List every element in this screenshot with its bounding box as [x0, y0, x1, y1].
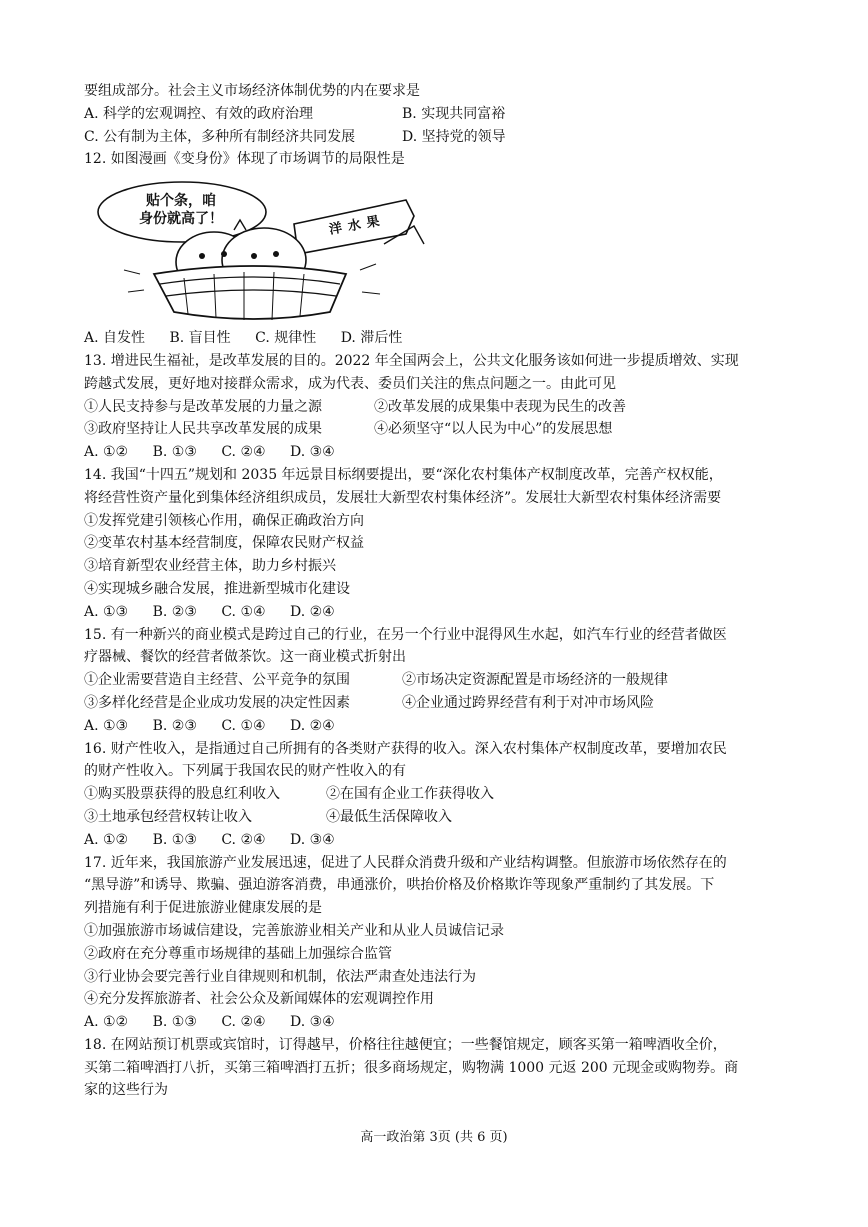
- q13-stem-1: 13. 增进民生福祉，是改革发展的目的。2022 年全国两会上，公共文化服务该如何进一步提质增效、实现: [84, 352, 739, 369]
- q16-statement-1: ①购买股票获得的股息红利收入: [84, 786, 280, 803]
- q13-option-b: B. ①③: [152, 444, 197, 461]
- q14-option-d: D. ②④: [290, 603, 335, 620]
- q14-option-b: B. ②③: [152, 603, 197, 620]
- q17-statement-4: ④充分发挥旅游者、社会公众及新闻媒体的宏观调控作用: [84, 991, 434, 1008]
- q11-options-row1: [84, 103, 804, 126]
- q15-option-a: A. ①③: [84, 717, 129, 734]
- speech-text: [106, 192, 256, 228]
- q13-statement-4: ④必须坚守“以人民为中心”的发展思想: [374, 421, 613, 438]
- q12-option-d: D. 滞后性: [340, 330, 403, 347]
- q13-statements-row2: [84, 418, 804, 441]
- q16-statements-row2: [84, 806, 804, 829]
- q15-stem-2: 疗器械、餐饮的经营者做茶饮。这一商业模式折射出: [84, 649, 406, 666]
- q14-statement-1: ①发挥党建引领核心作用，确保正确政治方向: [84, 512, 364, 529]
- speech-line-2: 身份就高了！: [139, 211, 223, 228]
- q12-options: [84, 327, 804, 350]
- q15-statement-3: ③多样化经营是企业成功发展的决定性因素: [84, 694, 350, 711]
- q17-option-b: B. ①③: [152, 1014, 197, 1031]
- q18-stem-3: 家的这些行为: [84, 1082, 168, 1099]
- q16-statement-2: ②在国有企业工作获得收入: [326, 786, 494, 803]
- q15-stem-1: 15. 有一种新兴的商业模式是跨过自己的行业，在另一个行业中混得风生水起，如汽车行业的经营者做医: [84, 626, 727, 643]
- q13-stem-2: 跨越式发展，更好地对接群众需求，成为代表、委员们关注的焦点问题之一。由此可见: [84, 375, 616, 392]
- basket: [154, 266, 346, 319]
- q13-options: [84, 441, 804, 464]
- q15-option-d: D. ②④: [290, 717, 335, 734]
- q13-statement-1: ①人民支持参与是改革发展的力量之源: [84, 398, 322, 415]
- q13-option-a: A. ①②: [84, 444, 129, 461]
- q16-options: [84, 829, 804, 852]
- q11-option-b: B. 实现共同富裕: [402, 105, 506, 122]
- q15-statements-row1: [84, 669, 804, 692]
- q17-stem-1: 17. 近年来，我国旅游产业发展迅速，促进了人民群众消费升级和产业结构调整。但旅游市场依然存在的: [84, 854, 727, 871]
- q13-option-d: D. ③④: [290, 444, 335, 461]
- q16-stem-2: 的财产性收入。下列属于我国农民的财产性收入的有: [84, 763, 406, 780]
- q17-statement-1: ①加强旅游市场诚信建设，完善旅游业相关产业和从业人员诚信记录: [84, 922, 504, 939]
- q14-stem-2: 将经营性资产量化到集体经济组织成员，发展壮大新型农村集体经济”。发展壮大新型农村集体经济需要: [84, 489, 722, 506]
- q12-option-b: B. 盲目性: [169, 330, 231, 347]
- q13-statements-row1: [84, 396, 804, 419]
- q15-statement-4: ④企业通过跨界经营有利于对冲市场风险: [402, 694, 654, 711]
- q17-statement-3: ③行业协会要完善行业自律规则和机制，依法严肃查处违法行为: [84, 968, 476, 985]
- q11-option-d: D. 坚持党的领导: [402, 128, 506, 145]
- q16-statement-3: ③土地承包经营权转让收入: [84, 808, 252, 825]
- banner-text: 洋水果: [327, 213, 387, 238]
- q12-option-c: C. 规律性: [255, 330, 317, 347]
- question-column: [84, 80, 804, 1102]
- q11-option-c: C. 公有制为主体，多种所有制经济共同发展: [84, 128, 356, 145]
- q16-option-b: B. ①③: [152, 831, 197, 848]
- q15-statement-2: ②市场决定资源配置是市场经济的一般规律: [402, 672, 668, 689]
- q17-option-d: D. ③④: [290, 1014, 335, 1031]
- q13-statement-2: ②改革发展的成果集中表现为民生的改善: [374, 398, 626, 415]
- q14-statement-4: ④实现城乡融合发展，推进新型城市化建设: [84, 580, 350, 597]
- q18-stem-1: 18. 在网站预订机票或宾馆时，订得越早，价格往往越便宜；一些餐馆规定，顾客买第一箱啤酒收全价，: [84, 1036, 727, 1053]
- q13-option-c: C. ②④: [221, 444, 266, 461]
- q15-statement-1: ①企业需要营造自主经营、公平竞争的氛围: [84, 672, 350, 689]
- q16-option-a: A. ①②: [84, 831, 129, 848]
- q12-cartoon: [84, 174, 444, 324]
- q16-option-c: C. ②④: [221, 831, 266, 848]
- q18-stem-2: 买第二箱啤酒打八折，买第三箱啤酒打五折；很多商场规定，购物满 1000 元返 200 元现金或购物券。商: [84, 1059, 739, 1076]
- q14-statement-2: ②变革农村基本经营制度，保障农民财产权益: [84, 535, 364, 552]
- q17-option-c: C. ②④: [221, 1014, 266, 1031]
- q11-option-a: A. 科学的宏观调控、有效的政府治理: [84, 105, 314, 122]
- q17-stem-3: 列措施有利于促进旅游业健康发展的是: [84, 900, 322, 917]
- q14-options: [84, 601, 804, 624]
- speech-line-1: 贴个条，咱: [146, 193, 216, 210]
- q17-option-a: A. ①②: [84, 1014, 129, 1031]
- q16-statement-4: ④最低生活保障收入: [326, 808, 452, 825]
- q12-stem: 12. 如图漫画《变身份》体现了市场调节的局限性是: [84, 151, 405, 168]
- page-footer: 高一政治第 3页 (共 6 页): [360, 1130, 508, 1145]
- q13-statement-3: ③政府坚持让人民共享改革发展的成果: [84, 421, 322, 438]
- q16-stem-1: 16. 财产性收入，是指通过自己所拥有的各类财产获得的收入。深入农村集体产权制度改革，要增加农民: [84, 740, 727, 757]
- q12-option-a: A. 自发性: [84, 330, 146, 347]
- q11-options-row2: [84, 126, 804, 149]
- q14-option-a: A. ①③: [84, 603, 129, 620]
- q16-option-d: D. ③④: [290, 831, 335, 848]
- q14-statement-3: ③培育新型农业经营主体，助力乡村振兴: [84, 558, 336, 575]
- q17-stem-2: “黑导游”和诱导、欺骗、强迫游客消费，串通涨价，哄抬价格及价格欺诈等现象严重制约了其发展。下: [84, 877, 715, 894]
- q15-statements-row2: [84, 692, 804, 715]
- q11-stem-tail: 要组成部分。社会主义市场经济体制优势的内在要求是: [84, 83, 420, 99]
- q17-options: [84, 1011, 804, 1034]
- q15-option-c: C. ①④: [221, 717, 266, 734]
- q14-option-c: C. ①④: [221, 603, 266, 620]
- q16-statements-row1: [84, 783, 804, 806]
- q15-option-b: B. ②③: [152, 717, 197, 734]
- q17-statement-2: ②政府在充分尊重市场规律的基础上加强综合监管: [84, 945, 392, 962]
- q15-options: [84, 715, 804, 738]
- q14-stem-1: 14. 我国“十四五”规划和 2035 年远景目标纲要提出，要“深化农村集体产权制度改革，完善产权权能，: [84, 466, 723, 483]
